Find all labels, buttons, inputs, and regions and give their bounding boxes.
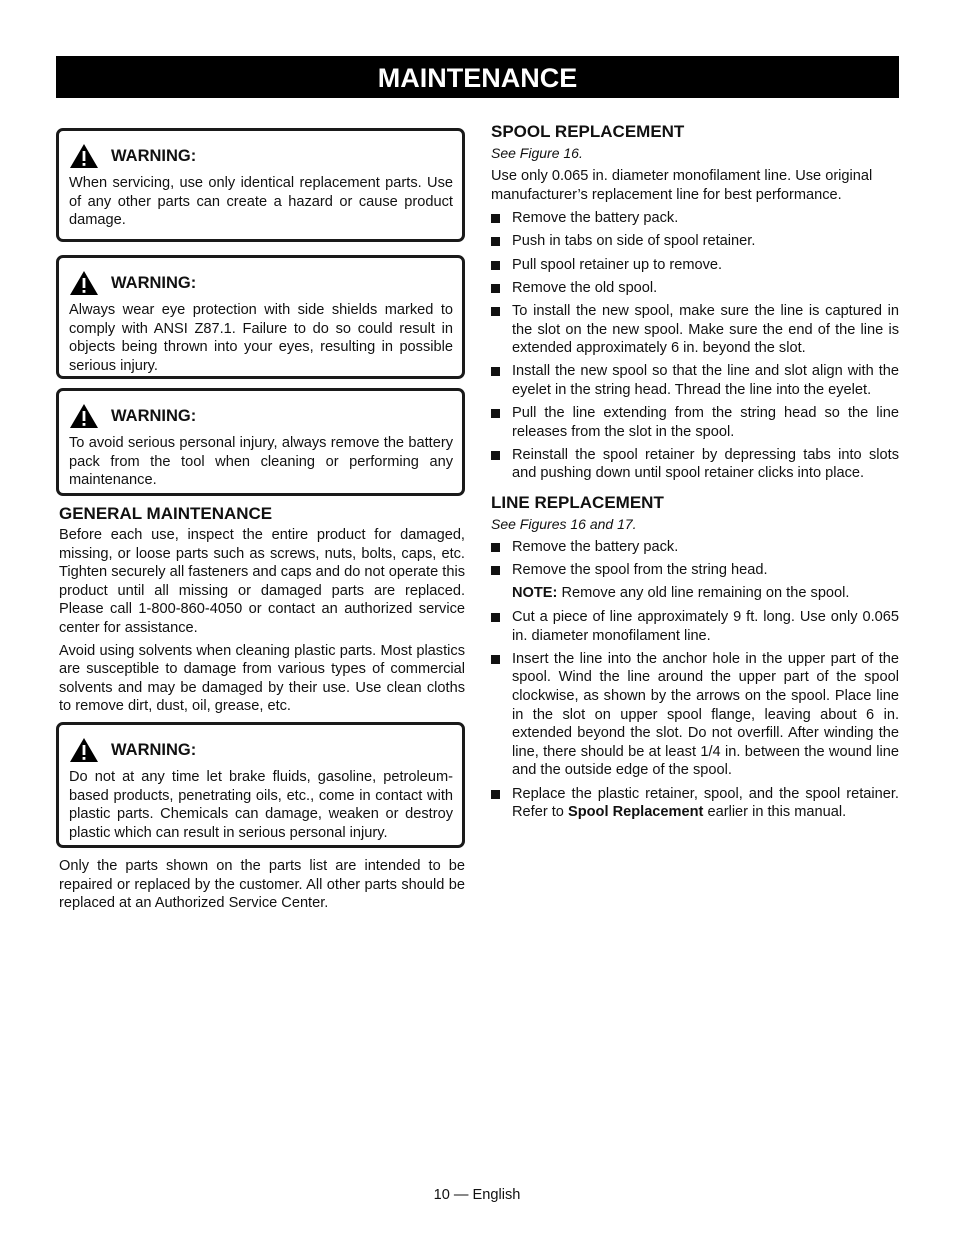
list-item: Pull the line extending from the string head so the line releases from the slot in the spool. <box>491 404 899 441</box>
warning-label: WARNING: <box>111 407 197 425</box>
page-title: MAINTENANCE <box>56 56 899 98</box>
bullet-icon <box>491 261 500 270</box>
general-maintenance-paragraph-1: Before each use, inspect the entire product for damaged, missing, or loose parts such as screws, nuts, bolts, caps, etc. Tighten securely all fasteners and caps and do not operate this product until all missing or damaged parts are replaced. Please call 1-800-860-4050 or contact an authorized service center for assistance. <box>59 527 465 636</box>
general-maintenance-paragraph-3: Only the parts shown on the parts list are intended to be repaired or replaced by the customer. All other parts should be replaced at an Authorized Service Center. <box>59 857 465 912</box>
left-column <box>56 128 465 913</box>
bullet-icon <box>491 566 500 575</box>
spool-replacement-heading: SPOOL REPLACEMENT <box>491 122 685 141</box>
bullet-icon <box>491 790 500 799</box>
list-item: Remove the old spool. <box>491 279 899 298</box>
line-steps-list-continued <box>491 608 899 822</box>
general-maintenance-heading: GENERAL MAINTENANCE <box>59 504 273 523</box>
list-item: Push in tabs on side of spool retainer. <box>491 232 899 251</box>
list-item: Install the new spool so that the line and slot align with the eyelet in the string head. Thread the line into the eyelet. <box>491 362 899 399</box>
list-item: Remove the battery pack. <box>491 209 899 228</box>
bullet-icon <box>491 367 500 376</box>
warning-triangle-icon <box>69 270 99 296</box>
right-column <box>491 122 899 826</box>
warning-box-replacement-parts <box>56 128 465 242</box>
bullet-icon <box>491 613 500 622</box>
warning-triangle-icon <box>69 143 99 169</box>
page-footer: 10 — English <box>433 1187 521 1203</box>
warning-triangle-icon <box>69 737 99 763</box>
list-item: Remove the battery pack. <box>491 538 899 557</box>
line-steps-list <box>491 538 899 580</box>
spool-replacement-reference: Spool Replacement <box>567 804 704 821</box>
warning-text: Always wear eye protection with side shields marked to comply with ANSI Z87.1. Failure to do so could result in objects being thrown into your eyes, resulting in possible serious injury. <box>69 302 453 374</box>
line-note <box>491 584 899 603</box>
bullet-icon <box>491 451 500 460</box>
warning-text: To avoid serious personal injury, always remove the battery pack from the tool when cleaning or performing any maintenance. <box>69 435 453 489</box>
general-maintenance-paragraph-2: Avoid using solvents when cleaning plastic parts. Most plastics are susceptible to damage from various types of commercial solvents and may be damaged by their use. Use clean cloths to remove dirt, dust, oil, grease, etc. <box>59 642 465 715</box>
bullet-icon <box>491 307 500 316</box>
note-text: Remove any old line remaining on the spool. <box>561 585 850 602</box>
bullet-icon <box>491 409 500 418</box>
warning-box-chemicals <box>56 722 465 848</box>
warning-triangle-icon <box>69 403 99 429</box>
spool-steps-list <box>491 209 899 483</box>
list-item: Replace the plastic retainer, spool, and the spool retainer. Refer to Spool Replacement earlier in this manual. <box>491 785 899 822</box>
spool-figure-reference: See Figure 16. <box>491 145 583 161</box>
warning-text: When servicing, use only identical replacement parts. Use of any other parts can create a hazard or cause product damage. <box>69 175 453 229</box>
bullet-icon <box>491 284 500 293</box>
bullet-icon <box>491 237 500 246</box>
bullet-icon <box>491 543 500 552</box>
spool-intro: Use only 0.065 in. diameter monofilament line. Use original manufacturer’s replacement line for best performance. <box>491 168 873 203</box>
bullet-icon <box>491 214 500 223</box>
list-item: To install the new spool, make sure the line is captured in the slot on the new spool. Make sure the end of the line is extended approximately 6 in. beyond the slot. <box>491 302 899 358</box>
warning-label: WARNING: <box>111 740 197 759</box>
warning-box-remove-battery <box>56 388 465 496</box>
list-item: Cut a piece of line approximately 9 ft. long. Use only 0.065 in. diameter monofilament line. <box>491 608 899 645</box>
line-replacement-heading: LINE REPLACEMENT <box>491 493 664 513</box>
bullet-icon <box>491 655 500 664</box>
line-figure-reference: See Figures 16 and 17. <box>491 516 637 533</box>
note-label: NOTE: <box>512 585 558 602</box>
list-item: Reinstall the spool retainer by depressing tabs into slots and pushing down until spool retainer clicks into place. <box>491 446 899 483</box>
warning-label: WARNING: <box>111 147 197 165</box>
warning-box-eye-protection <box>56 255 465 379</box>
list-item: Pull spool retainer up to remove. <box>491 256 899 275</box>
warning-text: Do not at any time let brake fluids, gasoline, petroleum-based products, penetrating oils, etc., come in contact with plastic parts. Chemicals can damage, weaken or destroy plastic which can result in serious personal injury. <box>69 768 453 841</box>
list-item: Insert the line into the anchor hole in the upper part of the spool. Wind the line around the upper part of the spool clockwise, as shown by the arrows on the spool. Place line in the slot on upper spool flange, leaving about 6 in. extended beyond the slot. Do not overfill. After winding the line, there should be at least 1/4 in. between the wound line and the outside edge of the spool. <box>491 650 899 780</box>
warning-label: WARNING: <box>111 274 197 292</box>
list-item: Remove the spool from the string head. <box>491 561 899 580</box>
